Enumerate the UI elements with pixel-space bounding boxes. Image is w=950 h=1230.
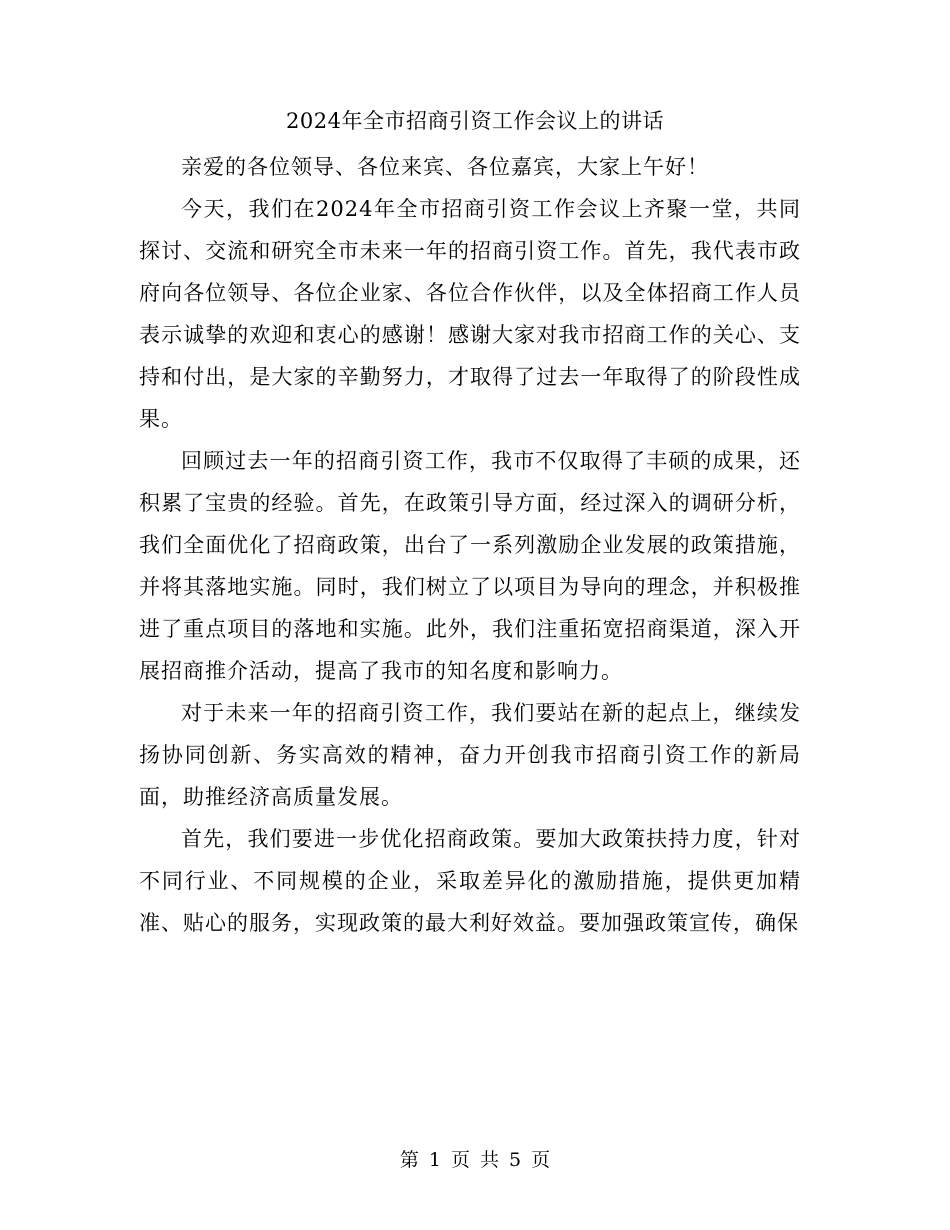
document-body	[139, 146, 801, 944]
paragraph-policy: 首先，我们要进一步优化招商政策。要加大政策扶持力度，针对不同行业、不同规模的企业，采取差异化的激励措施，提供更加精准、贴心的服务，实现政策的最大利好效益。要加强政策宣传，确保	[139, 827, 801, 935]
page-number-footer: 第 1 页 共 5 页	[399, 1149, 551, 1171]
document-title: 2024年全市招商引资工作会议上的讲话	[286, 109, 664, 133]
paragraph-greeting: 亲爱的各位领导、各位来宾、各位嘉宾，大家上午好！	[181, 155, 709, 179]
paragraph-review: 回顾过去一年的招商引资工作，我市不仅取得了丰硕的成果，还积累了宝贵的经验。首先，在政策引导方面，经过深入的调研分析，我们全面优化了招商政策，出台了一系列激励企业发展的政策措施，并将其落地实施。同时，我们树立了以项目为导向的理念，并积极推进了重点项目的落地和实施。此外，我们注重拓宽招商渠道，深入开展招商推介活动，提高了我市的知名度和影响力。	[139, 449, 801, 683]
paragraph-outlook: 对于未来一年的招商引资工作，我们要站在新的起点上，继续发扬协同创新、务实高效的精神，奋力开创我市招商引资工作的新局面，助推经济高质量发展。	[139, 701, 801, 809]
paragraph-opening: 今天，我们在2024年全市招商引资工作会议上齐聚一堂，共同探讨、交流和研究全市未来一年的招商引资工作。首先，我代表市政府向各位领导、各位企业家、各位合作伙伴，以及全体招商工作人员表示诚挚的欢迎和衷心的感谢！感谢大家对我市招商工作的关心、支持和付出，是大家的辛勤努力，才取得了过去一年取得了的阶段性成果。	[139, 197, 801, 431]
